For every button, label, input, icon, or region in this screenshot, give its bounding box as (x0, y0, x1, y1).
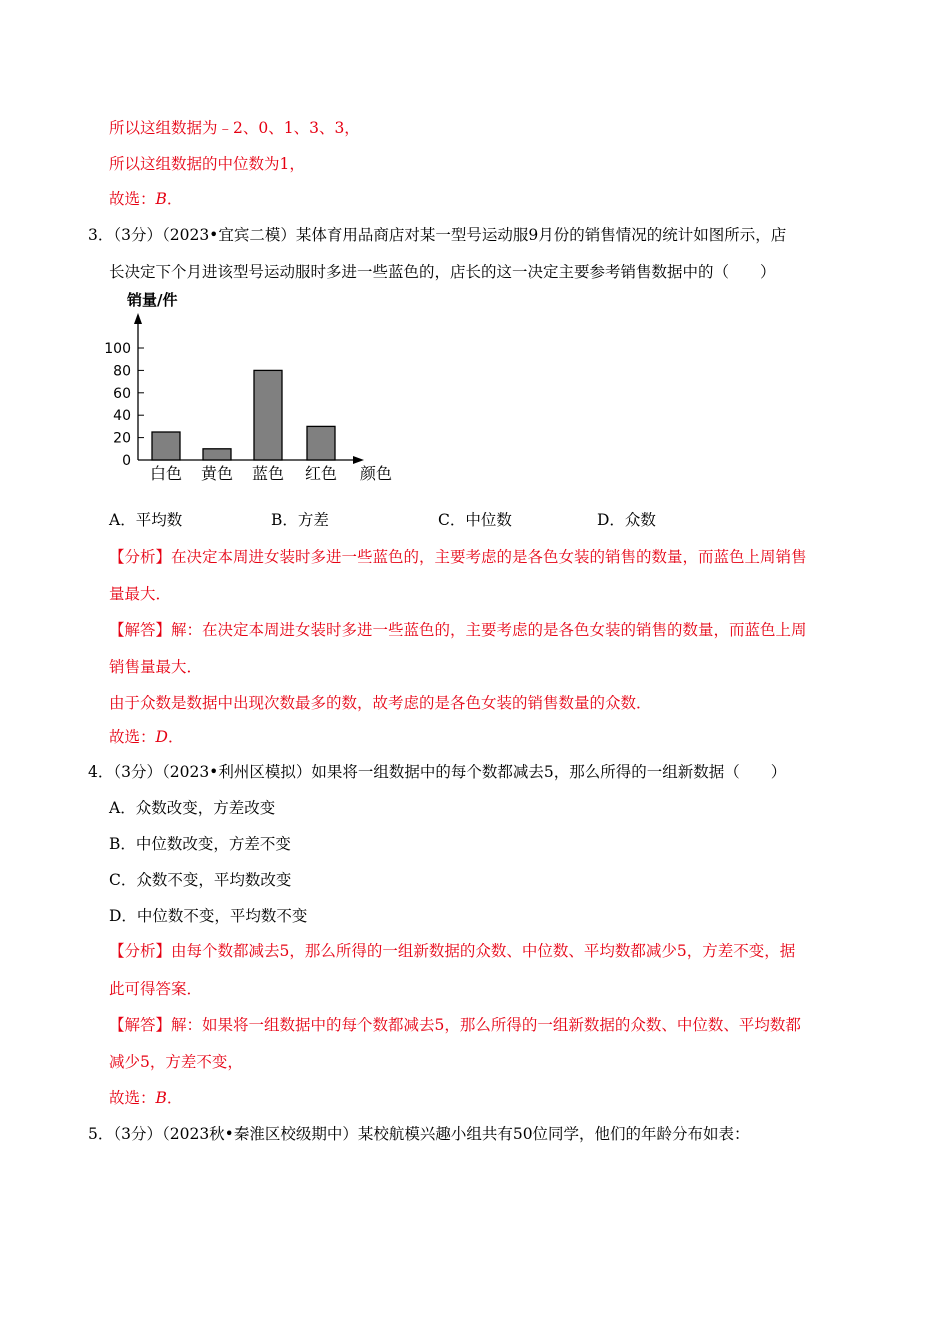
answer-text: 解：在决定本周进女装时多进一些蓝色的，主要考虑的是各色女装的销售的数量，而蓝色上周 (171, 621, 807, 639)
bar-0 (152, 432, 180, 460)
choice-prefix: 故选： (109, 728, 156, 746)
question-4-stem (88, 762, 786, 782)
analysis-text: 在决定本周进女装时多进一些蓝色的，主要考虑的是各色女装的销售的数量，而蓝色上周销售 (171, 548, 807, 566)
solution-choice (109, 189, 182, 209)
analysis-line: 量最大． (109, 585, 172, 603)
solution-choice (109, 727, 183, 747)
answer-line: 减少5，方差不变， (109, 1053, 243, 1071)
sales-bar-chart (100, 288, 400, 488)
x-tick-label: 白色 (149, 464, 183, 483)
option-c: C．众数不变，平均数改变 (109, 871, 292, 889)
option-b: B．中位数改变，方差不变 (109, 835, 291, 853)
question-number: 3． (88, 226, 114, 244)
option-a: A．平均数 (109, 511, 183, 529)
analysis-tag: 【分析】 (109, 942, 172, 960)
option-a: A．众数改变，方差改变 (109, 799, 276, 817)
choice-suffix: ． (166, 190, 183, 208)
bar-3 (307, 426, 335, 460)
y-tick-label: 80 (113, 363, 131, 380)
chart-ylabel: 销量/件 (127, 291, 178, 309)
question-text: （3分）（2023•宜宾二模）某体育用品商店对某一型号运动服9月份的销售情况的统计如图所示，店 (113, 226, 787, 244)
choice-answer: D (155, 728, 168, 746)
question-number: 4． (88, 763, 114, 781)
answer-line (109, 1015, 801, 1035)
answer-line (109, 620, 807, 640)
question-3-stem (88, 225, 786, 245)
y-tick-label: 0 (122, 453, 131, 469)
answer-line: 销售量最大． (109, 658, 203, 676)
choice-answer: B (155, 1089, 167, 1107)
answer-text: 解：如果将一组数据中的每个数都减去5，那么所得的一组新数据的众数、中位数、平均数都 (171, 1016, 801, 1034)
solution-line: 所以这组数据的中位数为1， (109, 155, 305, 173)
y-tick-label: 60 (113, 385, 131, 402)
x-tick-label: 黄色 (200, 464, 234, 483)
analysis-text: 由每个数都减去5，那么所得的一组新数据的众数、中位数、平均数都减少5，方差不变，据 (171, 942, 796, 960)
analysis-line: 此可得答案． (109, 980, 203, 998)
bar-1 (203, 449, 231, 460)
question-5-stem (88, 1124, 750, 1144)
analysis-line (109, 941, 795, 961)
question-number: 5． (88, 1125, 114, 1143)
choice-suffix: ． (166, 1089, 183, 1107)
x-tick-label: 蓝色 (251, 464, 285, 483)
answer-tag: 【解答】 (109, 1016, 172, 1034)
choice-answer: B (155, 190, 167, 208)
question-text: （3分）（2023•利州区模拟）如果将一组数据中的每个数都减去5，那么所得的一组新数据（ ） (113, 763, 787, 781)
y-tick-label: 20 (113, 430, 131, 447)
analysis-line (109, 547, 807, 567)
analysis-tag: 【分析】 (109, 548, 172, 566)
choice-prefix: 故选： (109, 1089, 156, 1107)
question-text: （3分）（2023秋•秦淮区校级期中）某校航模兴趣小组共有50位同学，他们的年龄分布如表： (113, 1125, 750, 1143)
y-axis-arrow (134, 313, 142, 324)
option-b: B．方差 (271, 511, 329, 529)
option-d: D．众数 (597, 511, 656, 529)
choice-prefix: 故选： (109, 190, 156, 208)
y-tick-label: 100 (104, 341, 131, 357)
bar-2 (254, 370, 282, 460)
option-d: D．中位数不变，平均数不变 (109, 907, 308, 925)
chart-xlabel: 颜色 (360, 464, 393, 483)
x-axis-arrow (353, 456, 364, 464)
x-tick-label: 红色 (304, 464, 338, 483)
y-tick-label: 40 (113, 408, 131, 425)
answer-line: 由于众数是数据中出现次数最多的数，故考虑的是各色女装的销售数量的众数． (109, 694, 652, 712)
answer-tag: 【解答】 (109, 621, 172, 639)
question-text: 长决定下个月进该型号运动服时多进一些蓝色的，店长的这一决定主要参考销售数据中的（ ） (109, 263, 776, 281)
choice-suffix: ． (167, 728, 184, 746)
solution-choice (109, 1088, 182, 1108)
option-c: C．中位数 (438, 511, 512, 529)
solution-line: 所以这组数据为﹣2、0、1、3、3， (109, 119, 360, 137)
